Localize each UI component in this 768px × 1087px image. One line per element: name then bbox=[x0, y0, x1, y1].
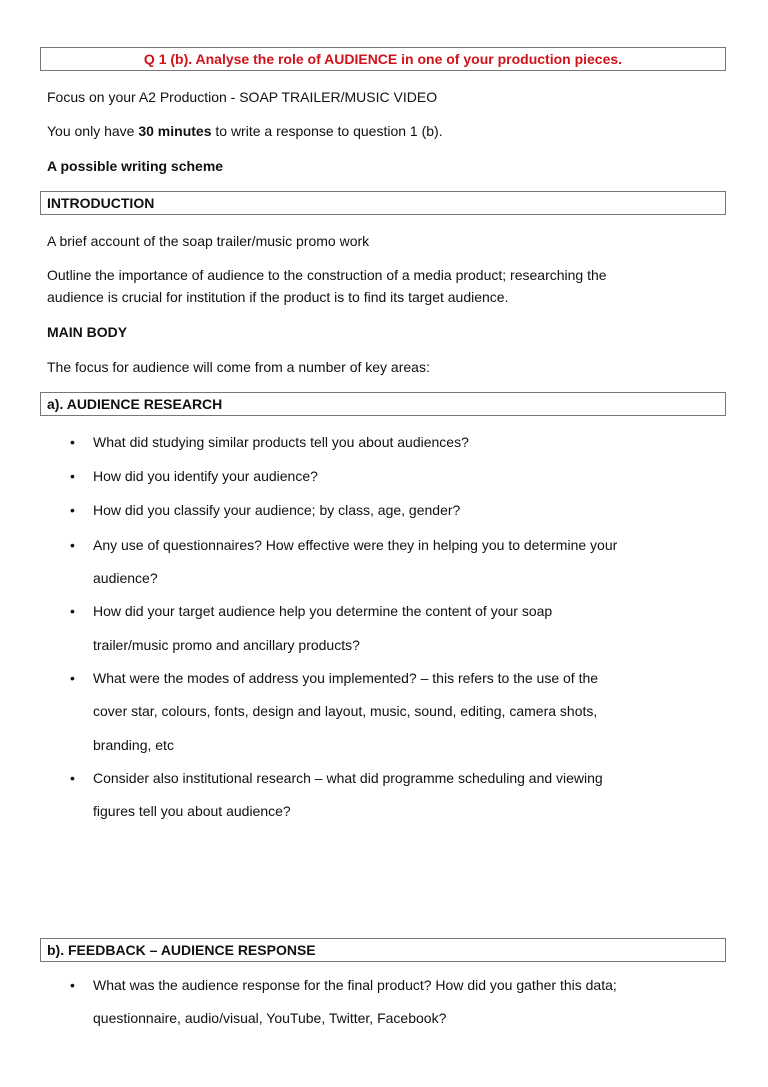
intro-heading: INTRODUCTION bbox=[47, 195, 155, 211]
focus-line: Focus on your A2 Production - SOAP TRAILER/MUSIC VIDEO bbox=[47, 89, 438, 105]
intro-line: audience is crucial for institution if the product is to find its target audience. bbox=[47, 289, 509, 305]
question-title: Q 1 (b). Analyse the role of AUDIENCE in one of your production pieces. bbox=[143, 51, 623, 67]
list-item: What were the modes of address you implemented? – this refers to the use of the bbox=[93, 670, 599, 686]
time-line bbox=[47, 121, 443, 141]
bullet-icon: • bbox=[70, 468, 75, 484]
bullet-icon: • bbox=[70, 603, 75, 619]
time-pre: You only have bbox=[47, 123, 139, 139]
list-item-cont: cover star, colours, fonts, design and layout, music, sound, editing, camera shots, bbox=[93, 703, 598, 719]
question-title-box bbox=[40, 47, 726, 71]
section-b-heading: b). FEEDBACK – AUDIENCE RESPONSE bbox=[47, 942, 316, 958]
section-a-heading: a). AUDIENCE RESEARCH bbox=[47, 396, 223, 412]
list-item-cont: audience? bbox=[93, 570, 158, 586]
main-intro: The focus for audience will come from a number of key areas: bbox=[47, 359, 430, 375]
bullet-icon: • bbox=[70, 770, 75, 786]
bullet-icon: • bbox=[70, 502, 75, 518]
list-item: What did studying similar products tell you about audiences? bbox=[93, 434, 469, 450]
time-post: to write a response to question 1 (b). bbox=[211, 123, 443, 139]
intro-line: A brief account of the soap trailer/music promo work bbox=[47, 233, 370, 249]
time-bold: 30 minutes bbox=[138, 123, 212, 139]
bullet-icon: • bbox=[70, 670, 75, 686]
main-body-heading: MAIN BODY bbox=[47, 324, 128, 340]
list-item-cont: questionnaire, audio/visual, YouTube, Twitter, Facebook? bbox=[93, 1010, 447, 1026]
list-item: How did your target audience help you determine the content of your soap bbox=[93, 603, 553, 619]
list-item: How did you classify your audience; by class, age, gender? bbox=[93, 502, 461, 518]
intro-line: Outline the importance of audience to the construction of a media product; researching the bbox=[47, 267, 607, 283]
list-item: How did you identify your audience? bbox=[93, 468, 318, 484]
section-a-heading-box bbox=[40, 392, 726, 416]
list-item: Any use of questionnaires? How effective were they in helping you to determine your bbox=[93, 537, 618, 553]
list-item-cont: figures tell you about audience? bbox=[93, 803, 291, 819]
scheme-heading: A possible writing scheme bbox=[47, 158, 224, 174]
list-item: What was the audience response for the final product? How did you gather this data; bbox=[93, 977, 617, 993]
list-item-cont: trailer/music promo and ancillary products? bbox=[93, 637, 360, 653]
bullet-icon: • bbox=[70, 537, 75, 553]
list-item-cont: branding, etc bbox=[93, 737, 174, 753]
section-b-heading-box bbox=[40, 938, 726, 962]
bullet-icon: • bbox=[70, 434, 75, 450]
intro-heading-box bbox=[40, 191, 726, 215]
bullet-icon: • bbox=[70, 977, 75, 993]
list-item: Consider also institutional research – what did programme scheduling and viewing bbox=[93, 770, 603, 786]
